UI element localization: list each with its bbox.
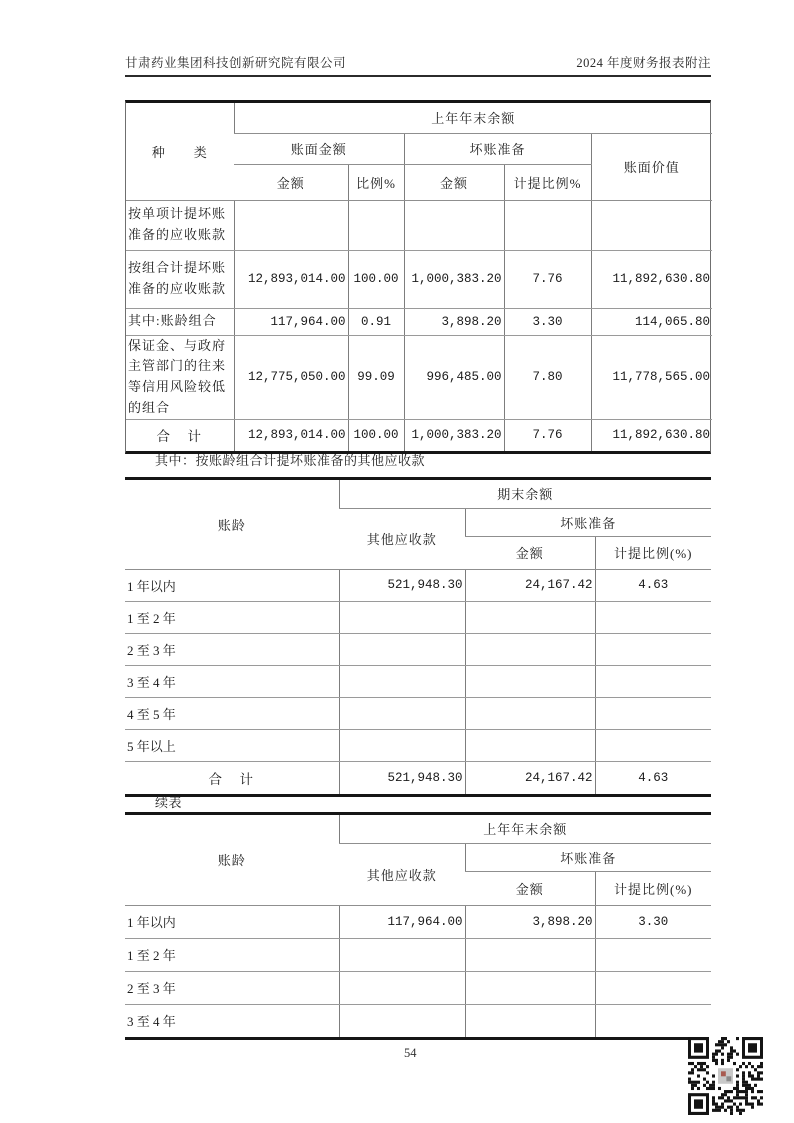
table-cell: 996,485.00 [404,335,504,419]
table-cell [591,200,712,250]
table-cell: 合 计 [156,429,203,445]
table-cell: 1 至 2 年 [125,938,339,971]
table-cell: 1 年以内 [125,569,339,601]
table-row [125,729,711,761]
page-header [125,53,711,71]
table-cell: 12,893,014.00 [234,419,348,451]
table-row [125,665,711,697]
table-cell: 合 计 [208,771,255,787]
table-cell [465,601,595,633]
col-period-end-balance: 期末余额 [339,480,711,508]
qr-code [688,1037,763,1115]
table-row [125,761,711,794]
table-cell: 3.30 [504,308,591,335]
table-cell [234,200,348,250]
col-provision-ratio-pct: 计提比例% [504,164,591,200]
table-cell: 1,000,383.20 [404,250,504,308]
table-cell: 2 至 3 年 [125,971,339,1004]
table-cell [339,971,465,1004]
table-header-row [125,480,711,508]
table-cell [404,200,504,250]
table-cell: 保证金、与政府主管部门的往来等信用风险较低的组合 [126,335,234,419]
col-bad-debt-provision: 坏账准备 [465,508,711,536]
company-name: 甘肃药业集团科技创新研究院有限公司 [125,56,347,70]
table-row [126,200,712,250]
table-cell [465,633,595,665]
col-amount-2: 金额 [404,164,504,200]
ar-provision-table [126,103,712,451]
table-row [126,250,712,308]
aging-prior-table [125,815,711,1037]
table-cell [595,697,711,729]
col-book-value: 账面价值 [591,133,712,200]
col-category: 种 类 [126,103,234,200]
table-cell: 24,167.42 [465,569,595,601]
page-number: 54 [404,1046,417,1060]
table-cell: 100.00 [348,419,404,451]
table-cell: 114,065.80 [591,308,712,335]
table-cell: 117,964.00 [234,308,348,335]
table-cell [339,697,465,729]
table-cell: 100.00 [348,250,404,308]
table-cell [339,729,465,761]
table-cell [595,1004,711,1037]
table-cell: 2 至 3 年 [125,633,339,665]
table-row [126,308,712,335]
col-book-amount: 账面金额 [234,133,404,164]
table-cell: 521,948.30 [339,569,465,601]
table-cell: 7.80 [504,335,591,419]
table-cell [595,633,711,665]
table-cell [465,697,595,729]
table-cell [595,601,711,633]
aging-current-table-wrap [125,477,711,797]
table-header-row [126,103,712,133]
table-cell: 4 至 5 年 [125,697,339,729]
table-cell [465,938,595,971]
table-cell: 1 年以内 [125,905,339,938]
table-cell: 3.30 [595,905,711,938]
table-cell [465,971,595,1004]
table-cell: 4.63 [595,761,711,794]
col-bad-debt-provision: 坏账准备 [404,133,591,164]
table-cell [595,938,711,971]
table-cell: 1 至 2 年 [125,601,339,633]
col-prior-year-end-balance: 上年年末余额 [339,815,711,843]
table-cell [348,200,404,250]
table-cell [465,1004,595,1037]
aging-current-table [125,480,711,794]
table-cell [339,633,465,665]
col-aging: 账龄 [125,815,339,905]
document-title: 2024 年度财务报表附注 [576,56,711,70]
table-cell: 521,948.30 [339,761,465,794]
col-amount: 金额 [465,871,595,905]
other-receivables-aging-note: 其中：按账龄组合计提坏账准备的其他应收款 [155,453,426,468]
table-cell: 其中:账龄组合 [126,308,234,335]
table-cell: 按单项计提坏账准备的应收账款 [126,200,234,250]
table-cell: 117,964.00 [339,905,465,938]
table-cell [339,601,465,633]
table-cell [504,200,591,250]
table-cell: 11,778,565.00 [591,335,712,419]
table-cell: 3 至 4 年 [125,665,339,697]
continued-table-label: 续表 [155,795,183,810]
table-cell: 24,167.42 [465,761,595,794]
table-cell: 7.76 [504,250,591,308]
header-divider [125,75,711,77]
table-cell: 1,000,383.20 [404,419,504,451]
table-row [125,938,711,971]
table-cell [595,665,711,697]
table-row [126,419,712,451]
table-cell: 99.09 [348,335,404,419]
table-cell: 0.91 [348,308,404,335]
table-cell: 11,892,630.80 [591,250,712,308]
col-ratio-pct: 比例% [348,164,404,200]
col-other-receivables: 其他应收款 [339,843,465,905]
table-row [126,335,712,419]
table-cell: 12,775,050.00 [234,335,348,419]
table-cell [595,729,711,761]
table-cell [465,665,595,697]
table-cell [339,938,465,971]
col-bad-debt-provision: 坏账准备 [465,843,711,871]
table-row [125,569,711,601]
ar-provision-table-wrap [125,100,711,454]
table-cell: 3,898.20 [404,308,504,335]
table-cell: 5 年以上 [125,729,339,761]
aging-prior-table-wrap [125,812,711,1040]
col-prior-year-end: 上年年末余额 [234,103,712,133]
table-cell: 7.76 [504,419,591,451]
table-cell [595,971,711,1004]
table-cell [339,665,465,697]
col-provision-ratio-pct: 计提比例(%) [595,871,711,905]
table-row [125,1004,711,1037]
table-row [125,601,711,633]
table-header-row [125,815,711,843]
table-row [125,633,711,665]
table-cell: 3 至 4 年 [127,1014,176,1030]
table-row [125,905,711,938]
col-other-receivables: 其他应收款 [339,508,465,569]
col-amount: 金额 [465,536,595,569]
table-cell [465,729,595,761]
table-cell: 12,893,014.00 [234,250,348,308]
table-cell: 3,898.20 [465,905,595,938]
col-aging: 账龄 [125,480,339,569]
table-row [125,971,711,1004]
col-amount: 金额 [234,164,348,200]
table-cell [339,1004,465,1037]
table-cell: 11,892,630.80 [591,419,712,451]
table-row [125,697,711,729]
col-provision-ratio-pct: 计提比例(%) [595,536,711,569]
table-cell: 4.63 [595,569,711,601]
table-cell: 按组合计提坏账准备的应收账款 [126,250,234,308]
